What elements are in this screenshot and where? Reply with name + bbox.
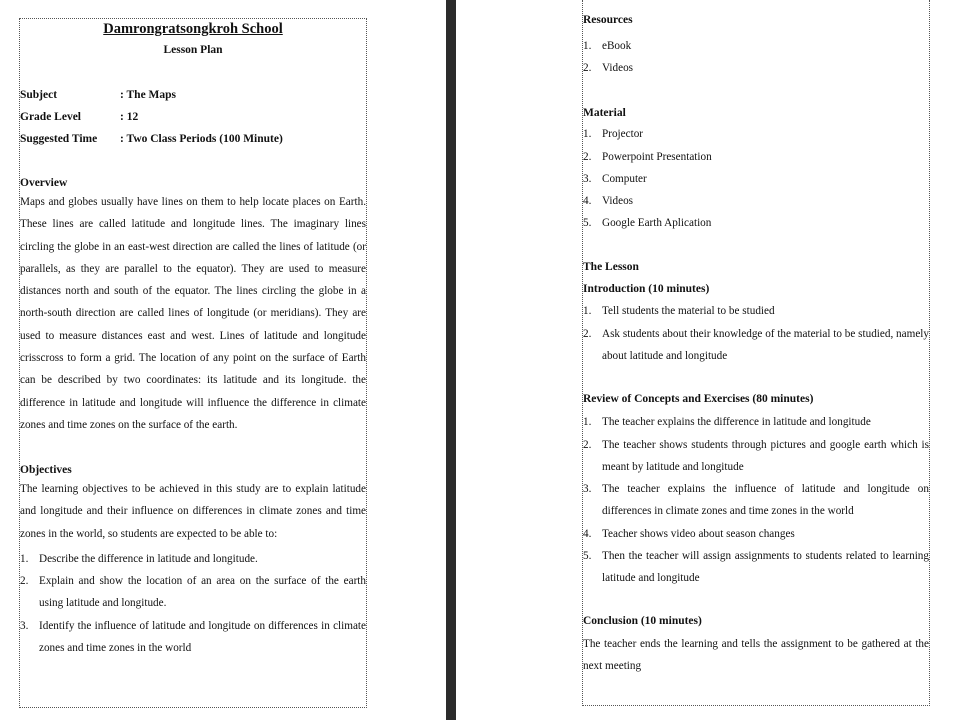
meta-label-time: Suggested Time [20, 133, 98, 145]
material-number: 2. [583, 151, 592, 163]
material-text: Computer [602, 173, 647, 185]
material-number: 3. [583, 173, 592, 185]
review-text: Then the teacher will assign assignments to students related to learning latitude and longitude [602, 550, 929, 585]
school-title: Damrongratsongkroh School [103, 21, 283, 37]
meta-value-time: : Two Class Periods (100 Minute) [120, 133, 283, 145]
left-document-page [19, 18, 367, 708]
resources-heading: Resources [583, 14, 633, 26]
meta-label-grade: Grade Level [20, 111, 81, 123]
review-number: 3. [583, 483, 592, 495]
meta-value-grade: : 12 [120, 111, 139, 123]
objective-number: 1. [20, 553, 29, 565]
review-heading: Review of Concepts and Exercises (80 minutes) [583, 393, 814, 405]
overview-heading: Overview [20, 177, 68, 189]
review-number: 2. [583, 439, 592, 451]
objective-text: Describe the difference in latitude and longitude. [39, 553, 258, 565]
material-text: Google Earth Aplication [602, 217, 712, 229]
resource-text: Videos [602, 62, 634, 74]
intro-number: 2. [583, 328, 592, 340]
review-text: Teacher shows video about season changes [602, 528, 795, 540]
objectives-paragraph: The learning objectives to be achieved in this study are to explain latitude and longitude and their influence on differences in climate zones and time zones in the world, so students are expected to be able to: [20, 483, 366, 540]
objective-number: 2. [20, 575, 29, 587]
doc-subtitle: Lesson Plan [163, 44, 223, 56]
page-divider [446, 0, 456, 720]
review-number: 5. [583, 550, 592, 562]
intro-heading: Introduction (10 minutes) [583, 283, 710, 295]
right-document-page [582, 0, 930, 706]
material-text: Powerpoint Presentation [602, 151, 712, 163]
review-text: The teacher shows students through pictures and google earth which is meant by latitude and longitude [602, 439, 929, 474]
resource-number: 2. [583, 62, 592, 74]
material-number: 1. [583, 128, 592, 140]
objective-number: 3. [20, 620, 29, 632]
intro-text: Tell students the material to be studied [602, 305, 775, 317]
overview-paragraph: Maps and globes usually have lines on them to help locate places on Earth. These lines are called latitude and longitude lines. The imaginary lines circling the globe in an east-west direction are called the lines of latitude (or parallels, as they are parallel to the equator). They are used to measure distances north and south of the equator. The lines circling the globe in a north-south direction are called lines of longitude (or meridians). They are used to measure distances east and west. Lines of latitude and longitude crisscross to form a grid. The location of any point on the surface of Earth can be described by two coordinates: its latitude and its longitude. the difference in latitude and longitude will influence the difference in climate zones and time zones on the surface of the earth. [20, 196, 366, 431]
conclusion-paragraph: The teacher ends the learning and tells the assignment to be gathered at the next meeting [583, 638, 929, 673]
material-text: Projector [602, 128, 644, 140]
review-number: 1. [583, 416, 592, 428]
conclusion-heading: Conclusion (10 minutes) [583, 615, 702, 627]
intro-text: Ask students about their knowledge of the material to be studied, namely about latitude and longitude [602, 328, 929, 363]
review-text: The teacher explains the influence of latitude and longitude on differences in climate zones and time zones in the world [602, 483, 929, 518]
lesson-heading: The Lesson [583, 261, 639, 273]
review-text: The teacher explains the difference in latitude and longitude [602, 416, 871, 428]
objective-text: Identify the influence of latitude and longitude on differences in climate zones and time zones in the world [39, 620, 366, 655]
material-heading: Material [583, 107, 626, 119]
material-number: 5. [583, 217, 592, 229]
resource-number: 1. [583, 40, 592, 52]
review-number: 4. [583, 528, 592, 540]
material-text: Videos [602, 195, 634, 207]
objectives-heading: Objectives [20, 464, 72, 476]
meta-value-subject: : The Maps [120, 89, 177, 101]
meta-label-subject: Subject [20, 89, 58, 101]
material-number: 4. [583, 195, 592, 207]
intro-number: 1. [583, 305, 592, 317]
resource-text: eBook [602, 40, 632, 52]
objective-text: Explain and show the location of an area on the surface of the earth using latitude and longitude. [39, 575, 366, 610]
